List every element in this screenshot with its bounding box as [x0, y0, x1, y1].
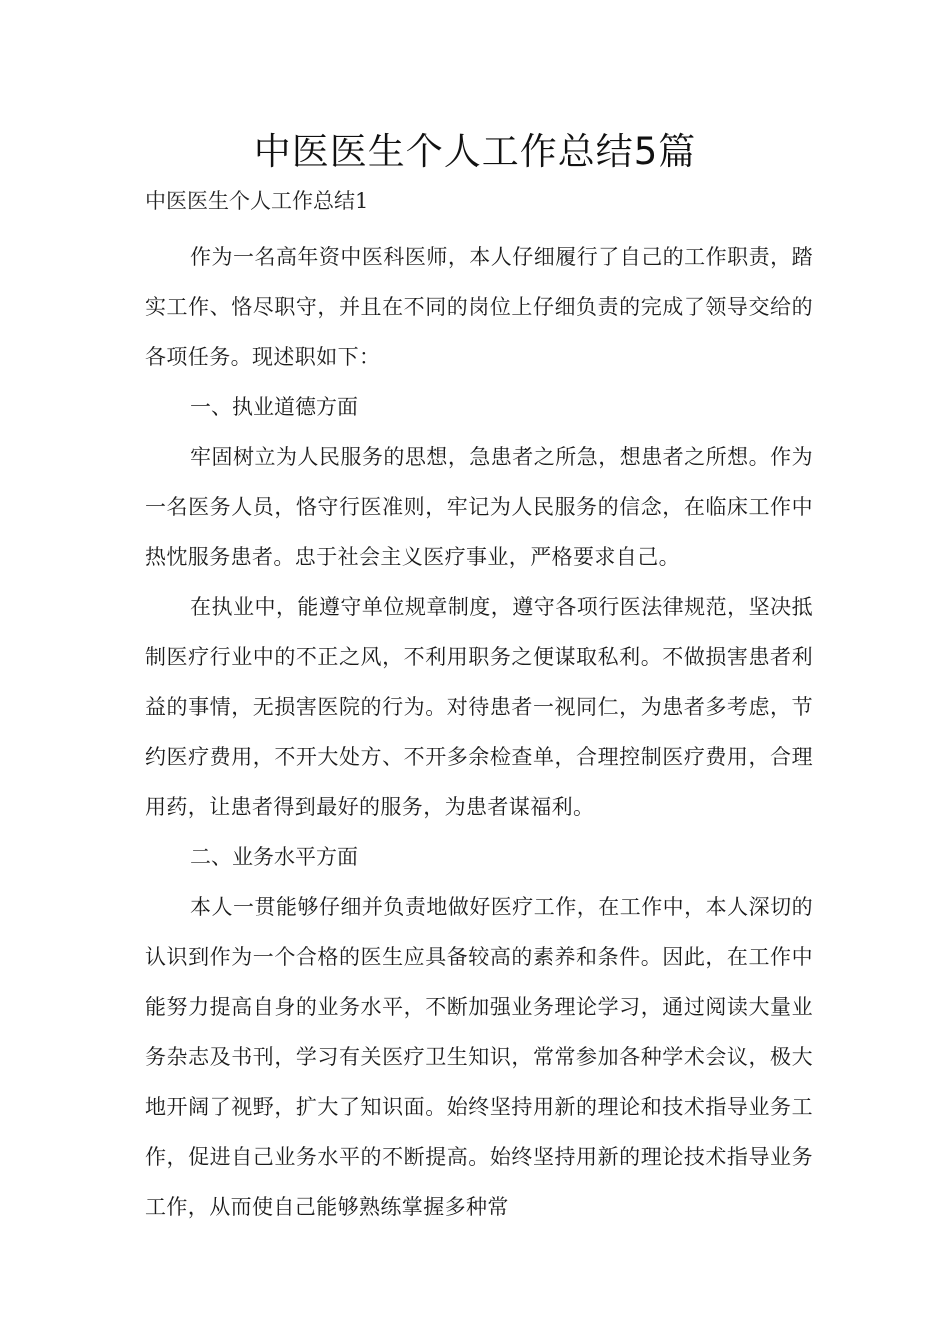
- section-heading-ethics: 一、执业道德方面: [190, 395, 358, 419]
- document-body: [145, 232, 813, 1232]
- paragraph-ethics-2: 在执业中，能遵守单位规章制度，遵守各项行医法律规范，坚决抵制医疗行业中的不正之风，不利用职务之便谋取私利。不做损害患者利益的事情，无损害医院的行为。对待患者一视同仁，为患者多考虑，节约医疗费用，不开大处方、不开多余检查单，合理控制医疗费用，合理用药，让患者得到最好的服务，为患者谋福利。: [145, 595, 813, 819]
- paragraph-intro: 作为一名高年资中医科医师，本人仔细履行了自己的工作职责，踏实工作、恪尽职守，并且在不同的岗位上仔细负责的完成了领导交给的各项任务。现述职如下：: [145, 245, 813, 369]
- paragraph-ethics-1: 牢固树立为人民服务的思想，急患者之所急，想患者之所想。作为一名医务人员，恪守行医准则，牢记为人民服务的信念，在临床工作中热忱服务患者。忠于社会主义医疗事业，严格要求自己。: [145, 445, 813, 569]
- section-heading-skills: 二、业务水平方面: [190, 845, 358, 869]
- document-title: 中医医生个人工作总结5篇: [253, 130, 697, 173]
- paragraph-skills: 本人一贯能够仔细并负责地做好医疗工作，在工作中，本人深切的认识到作为一个合格的医生应具备较高的素养和条件。因此，在工作中能努力提高自身的业务水平，不断加强业务理论学习，通过阅读大量业务杂志及书刊，学习有关医疗卫生知识，常常参加各种学术会议，极大地开阔了视野，扩大了知识面。始终坚持用新的理论和技术指导业务工作，促进自己业务水平的不断提高。始终坚持用新的理论技术指导业务工作，从而使自己能够熟练掌握多种常: [145, 895, 813, 1219]
- document-subtitle: 中医医生个人工作总结1: [145, 189, 369, 213]
